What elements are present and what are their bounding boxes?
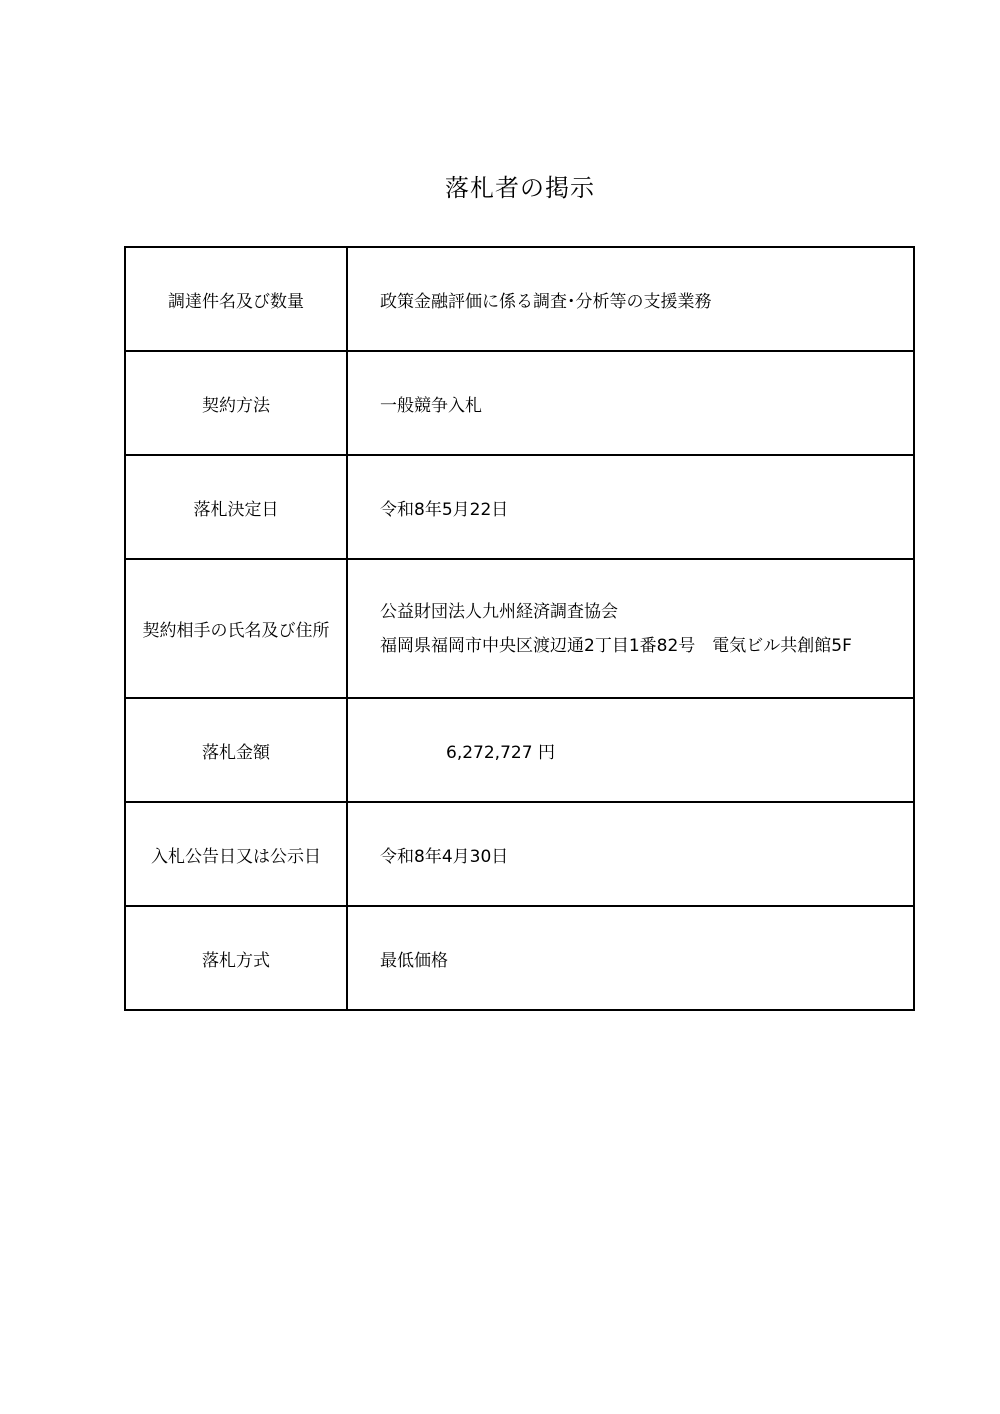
value-announcement-date: 令和8年4月30日 (347, 802, 914, 906)
label-procurement-item: 調達件名及び数量 (125, 247, 347, 351)
contractor-name: 公益財団法人九州経済調査協会 (380, 601, 618, 622)
label-award-method: 落札方式 (125, 906, 347, 1010)
label-contract-method: 契約方法 (125, 351, 347, 455)
award-amount-unit: 円 (537, 742, 555, 763)
table-row-procurement-item (125, 247, 914, 351)
table-row-award-date (125, 455, 914, 559)
value-contractor (347, 559, 914, 698)
award-amount-number: 6,272,727 (446, 742, 533, 763)
value-award-date: 令和8年5月22日 (347, 455, 914, 559)
value-award-method: 最低価格 (347, 906, 914, 1010)
label-award-amount: 落札金額 (125, 698, 347, 802)
table-row-announcement-date (125, 802, 914, 906)
page-title: 落札者の掲示 (445, 174, 595, 202)
label-contractor: 契約相手の氏名及び住所 (125, 559, 347, 698)
label-award-date: 落札決定日 (125, 455, 347, 559)
award-info-table (124, 246, 915, 1011)
value-procurement-item: 政策金融評価に係る調査･分析等の支援業務 (347, 247, 914, 351)
value-award-amount (347, 698, 914, 802)
table-row-contractor (125, 559, 914, 698)
label-announcement-date: 入札公告日又は公示日 (125, 802, 347, 906)
table-row-contract-method (125, 351, 914, 455)
table-row-award-amount (125, 698, 914, 802)
contractor-address: 福岡県福岡市中央区渡辺通2丁目1番82号 電気ビル共創館5F (380, 635, 852, 656)
table-row-award-method (125, 906, 914, 1010)
value-contract-method: 一般競争入札 (347, 351, 914, 455)
